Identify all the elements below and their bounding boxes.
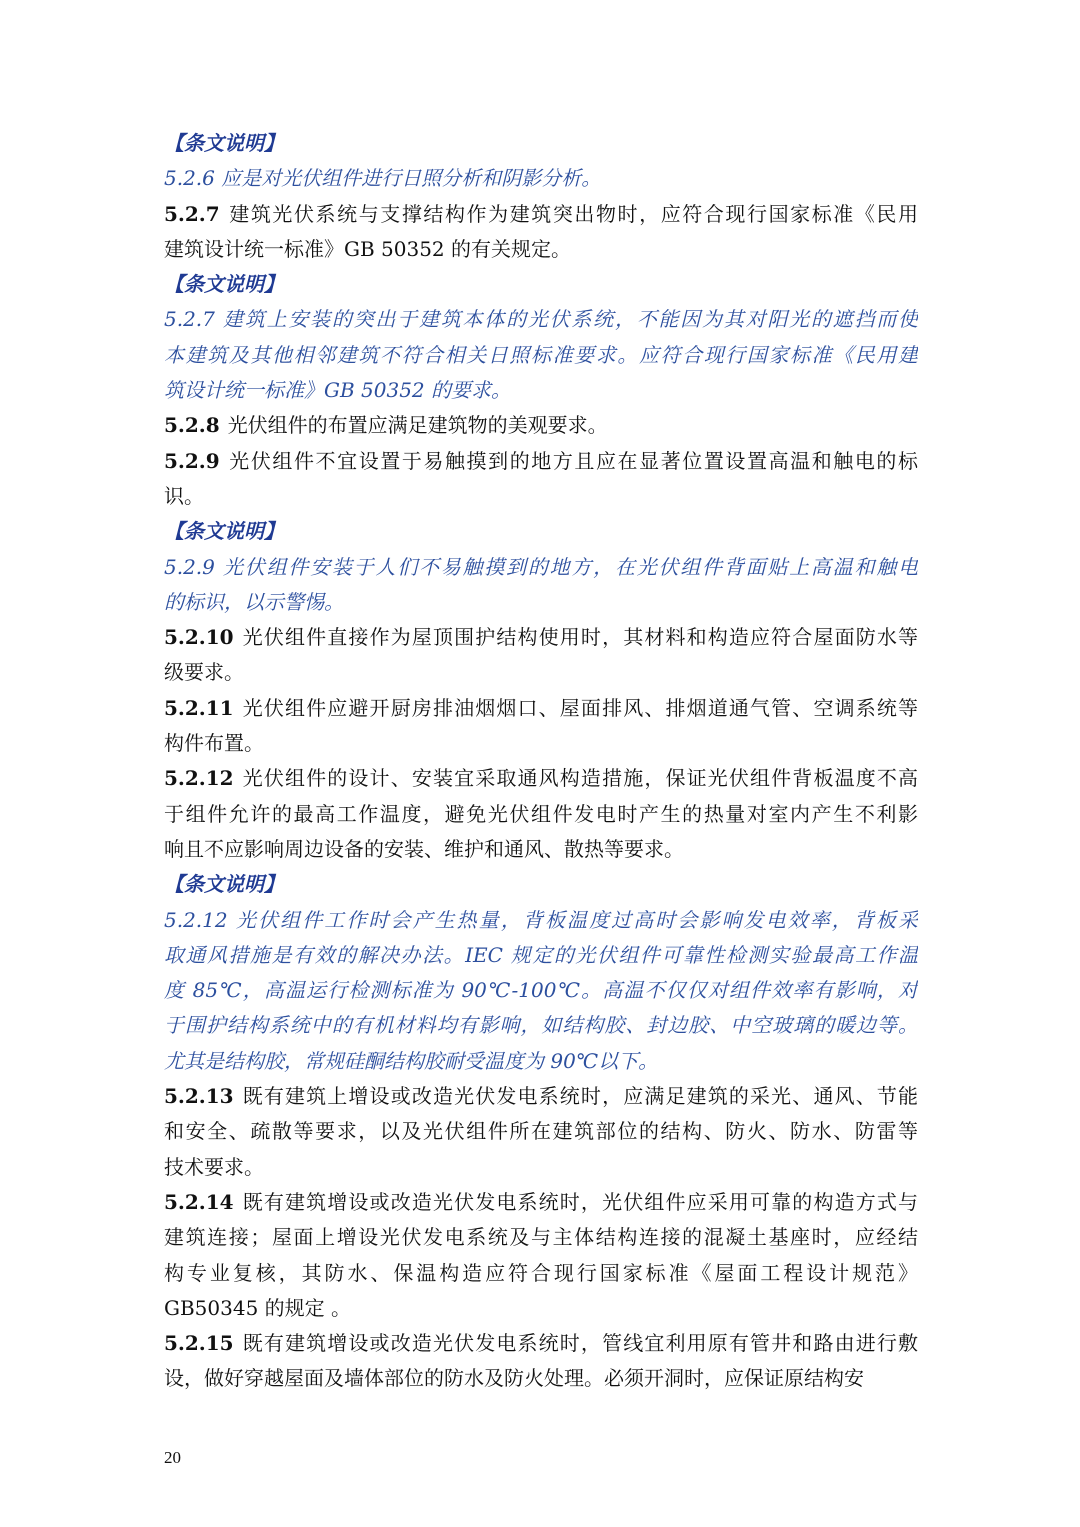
clause-explanation-label: 【条文说明】 (164, 519, 284, 544)
clause-explanation-label: 【条文说明】 (164, 872, 284, 897)
explanation-note-line: 的标识，以示警惕。 (164, 589, 344, 614)
clause-first-line (164, 408, 918, 443)
clause-number: 5.2.7 (164, 201, 220, 226)
explanation-note-line: 本建筑及其他相邻建筑不符合相关日照标准要求。应符合现行国家标准《民用建 (164, 342, 918, 367)
clause-line (164, 726, 918, 761)
clause-text: 构专业复核，其防水、保温构造应符合现行国家标准《屋面工程设计规范》 (164, 1260, 918, 1285)
explanation-note-line: 筑设计统一标准》GB 50352 的要求。 (164, 378, 512, 403)
explanation-note-line: 5.2.7 建筑上安装的突出于建筑本体的光伏系统，不能因为其对阳光的遮挡而使 (164, 307, 918, 332)
clause-line (164, 1361, 918, 1396)
clause-line (164, 797, 918, 832)
clause-text: 级要求。 (164, 660, 244, 685)
explanation-note-line: 度 85℃，高温运行检测标准为 90℃-100℃。高温不仅仅对组件效率有影响，对 (164, 978, 918, 1003)
explanation-note-line: 取通风措施是有效的解决办法。IEC 规定的光伏组件可靠性检测实验最高工作温 (164, 942, 918, 967)
clause-text: 设，做好穿越屋面及墙体部位的防水及防火处理。必须开洞时，应保证原结构安 (164, 1366, 864, 1391)
explanation-note-line: 5.2.6 应是对光伏组件进行日照分析和阴影分析。 (164, 166, 602, 191)
clause-text: 建筑设计统一标准》GB 50352 的有关规定。 (164, 236, 572, 261)
clause-line (164, 232, 918, 267)
clause-text: 响且不应影响周边设备的安装、维护和通风、散热等要求。 (164, 836, 684, 861)
clause-line (164, 655, 918, 690)
clause-first-line (164, 1079, 918, 1114)
clause-text: 光伏组件直接作为屋顶围护结构使用时，其材料和构造应符合屋面防水等 (241, 625, 918, 650)
clause-text: 技术要求。 (164, 1154, 264, 1179)
clause-line (164, 1256, 918, 1291)
clause-number: 5.2.13 (164, 1084, 234, 1109)
clause-text: 构件布置。 (164, 731, 264, 756)
clause-explanation-label: 【条文说明】 (164, 272, 284, 297)
clause-text: 光伏组件的布置应满足建筑物的美观要求。 (227, 413, 608, 438)
clause-text: 光伏组件的设计、安装宜采取通风构造措施，保证光伏组件背板温度不高 (241, 766, 918, 791)
clause-text: 既有建筑增设或改造光伏发电系统时，管线宜利用原有管井和路由进行敷 (241, 1331, 918, 1356)
clause-line (164, 1220, 918, 1255)
clause-first-line (164, 761, 918, 796)
clause-text: 识。 (164, 483, 204, 508)
clause-text: 建筑连接；屋面上增设光伏发电系统及与主体结构连接的混凝土基座时，应经结 (164, 1225, 918, 1250)
clause-text: 建筑光伏系统与支撑结构作为建筑突出物时，应符合现行国家标准《民用 (227, 201, 918, 226)
clause-first-line (164, 444, 918, 479)
clause-text: GB50345 的规定 。 (164, 1295, 352, 1320)
document-body (164, 126, 918, 1397)
clause-first-line (164, 691, 918, 726)
clause-line (164, 1150, 918, 1185)
clause-text: 既有建筑上增设或改造光伏发电系统时，应满足建筑的采光、通风、节能 (241, 1084, 918, 1109)
clause-first-line (164, 197, 918, 232)
clause-number: 5.2.15 (164, 1331, 234, 1356)
clause-text: 光伏组件不宜设置于易触摸到的地方且应在显著位置设置高温和触电的标 (227, 448, 918, 473)
clause-text: 和安全、疏散等要求，以及光伏组件所在建筑部位的结构、防火、防水、防雷等 (164, 1119, 918, 1144)
explanation-note-line: 5.2.12 光伏组件工作时会产生热量，背板温度过高时会影响发电效率，背板采 (164, 907, 918, 932)
clause-number: 5.2.14 (164, 1189, 234, 1214)
clause-number: 5.2.12 (164, 766, 234, 791)
clause-number: 5.2.9 (164, 448, 220, 473)
page-number: 20 (164, 1448, 181, 1467)
clause-line (164, 1114, 918, 1149)
clause-text: 于组件允许的最高工作温度，避免光伏组件发电时产生的热量对室内产生不利影 (164, 801, 918, 826)
explanation-note-line: 5.2.9 光伏组件安装于人们不易触摸到的地方，在光伏组件背面贴上高温和触电 (164, 554, 918, 579)
clause-first-line (164, 620, 918, 655)
explanation-note-line: 于围护结构系统中的有机材料均有影响，如结构胶、封边胶、中空玻璃的暖边等。 (164, 1013, 918, 1038)
clause-number: 5.2.10 (164, 625, 234, 650)
clause-text: 既有建筑增设或改造光伏发电系统时，光伏组件应采用可靠的构造方式与 (241, 1189, 918, 1214)
clause-line (164, 1291, 918, 1326)
explanation-note-line: 尤其是结构胶，常规硅酮结构胶耐受温度为 90℃以下。 (164, 1048, 659, 1073)
clause-number: 5.2.11 (164, 695, 234, 720)
clause-line (164, 479, 918, 514)
clause-explanation-label: 【条文说明】 (164, 131, 284, 155)
clause-number: 5.2.8 (164, 413, 220, 438)
clause-first-line (164, 1326, 918, 1361)
clause-first-line (164, 1185, 918, 1220)
clause-line (164, 832, 918, 867)
clause-text: 光伏组件应避开厨房排油烟烟口、屋面排风、排烟道通气管、空调系统等 (241, 695, 918, 720)
